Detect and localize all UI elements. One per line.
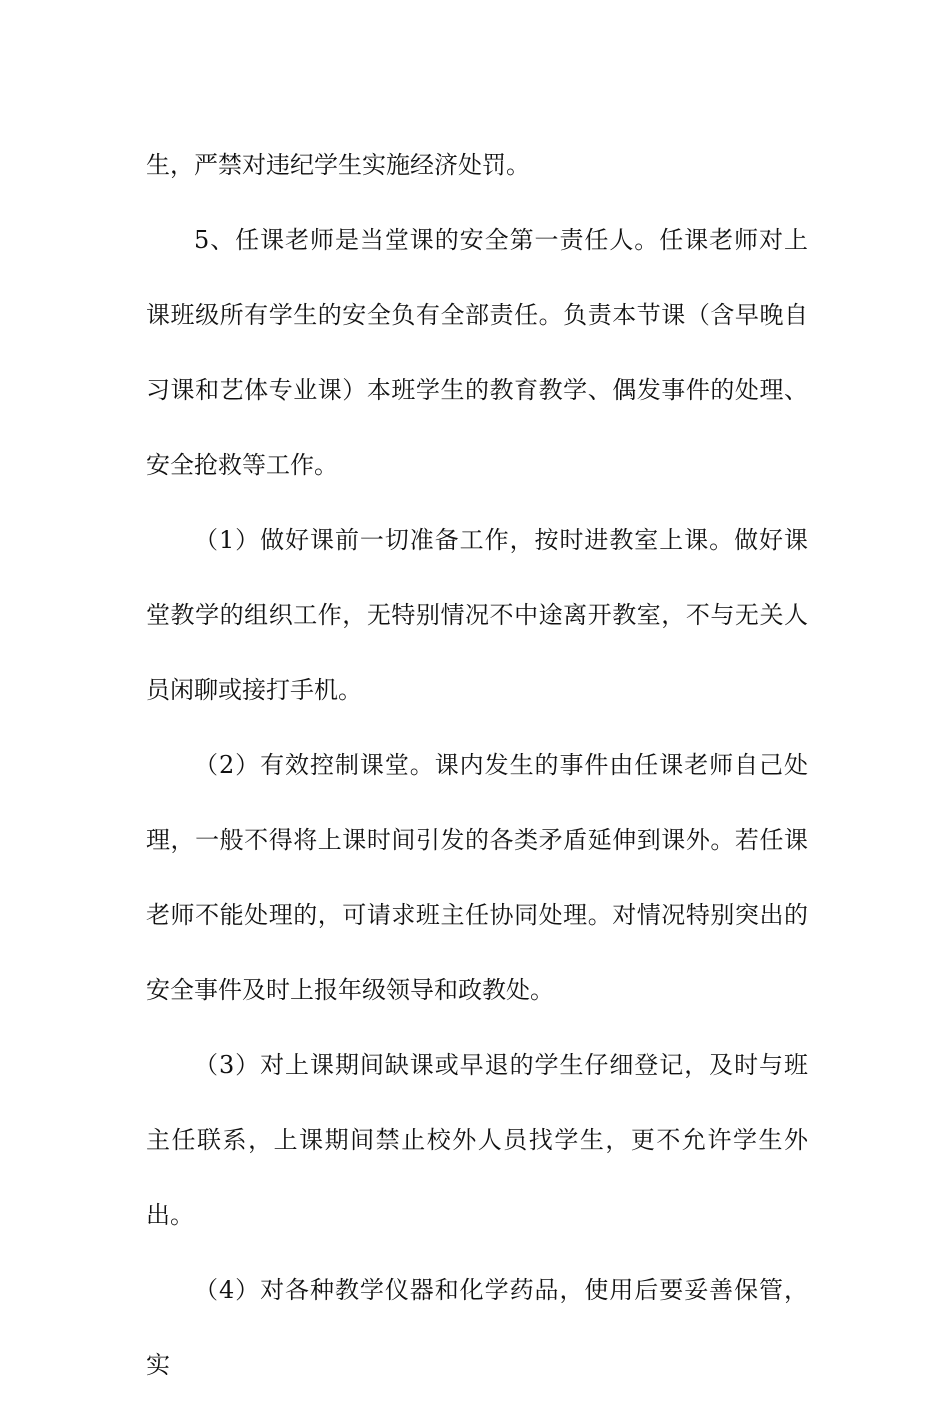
paragraph-continuation: 生，严禁对违纪学生实施经济处罚。 xyxy=(146,151,530,179)
document-body xyxy=(146,128,808,1403)
paragraph-item-5: 5、任课老师是当堂课的安全第一责任人。任课老师对上课班级所有学生的安全负有全部责任。负责本节课（含早晚自习课和艺体专业课）本班学生的教育教学、偶发事件的处理、安全抢救等工作。 xyxy=(146,226,808,479)
paragraph-item-5-1: （1）做好课前一切准备工作，按时进教室上课。做好课堂教学的组织工作，无特别情况不中途离开教室，不与无关人员闲聊或接打手机。 xyxy=(146,526,808,704)
paragraph-item-5-4: （4）对各种教学仪器和化学药品，使用后要妥善保管，实 xyxy=(146,1276,808,1379)
paragraph-item-5-3: （3）对上课期间缺课或早退的学生仔细登记，及时与班主任联系，上课期间禁止校外人员找学生，更不允许学生外出。 xyxy=(146,1051,808,1229)
paragraph-item-5-2: （2）有效控制课堂。课内发生的事件由任课老师自己处理，一般不得将上课时间引发的各类矛盾延伸到课外。若任课老师不能处理的，可请求班主任协同处理。对情况特别突出的安全事件及时上报年级领导和政教处。 xyxy=(146,751,808,1004)
